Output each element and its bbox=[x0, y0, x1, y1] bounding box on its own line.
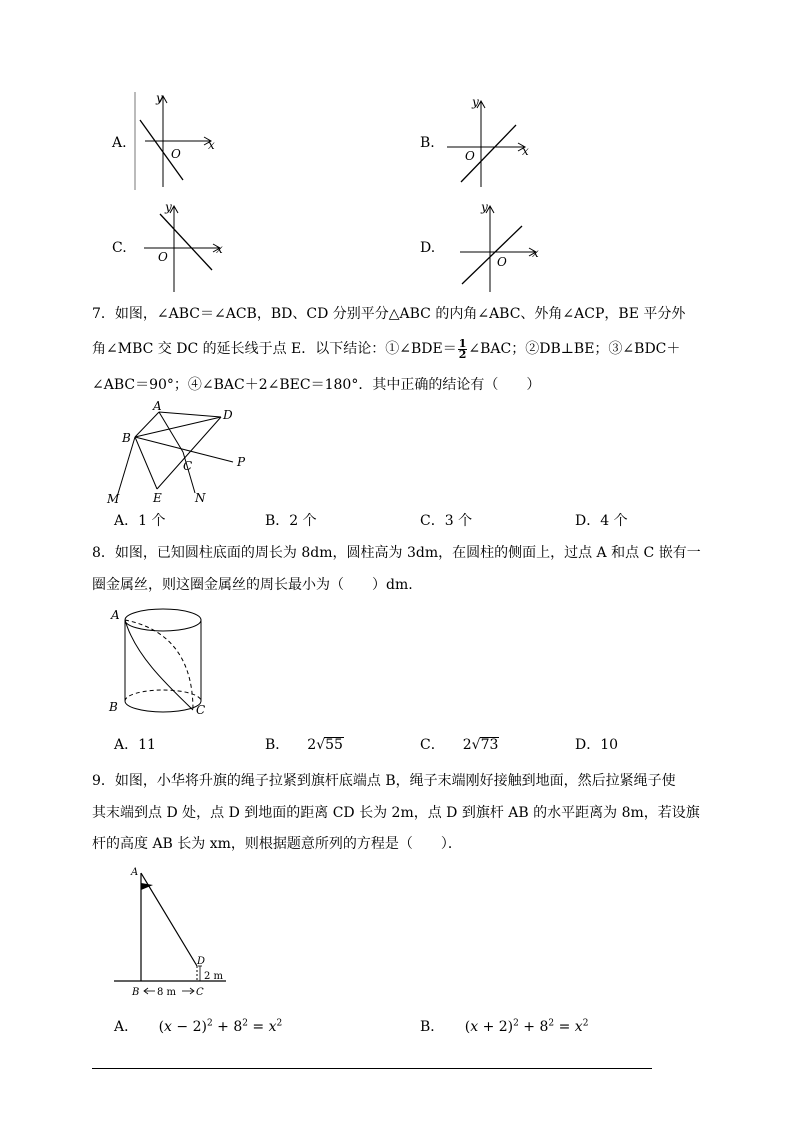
option-letter: D. bbox=[420, 240, 436, 256]
graph-c bbox=[142, 200, 232, 295]
fraction-one-half: $\frac{1}{2}$ bbox=[458, 336, 467, 361]
label-C: C bbox=[183, 459, 193, 473]
q7-choice-a[interactable]: A．1 个 bbox=[114, 513, 166, 529]
q8-choice-a[interactable]: A．11 bbox=[114, 737, 156, 753]
q7-choice-d[interactable]: D．4 个 bbox=[575, 513, 628, 529]
x-axis-label: x bbox=[522, 144, 529, 158]
question-8-line-1: 8．如图，已知圆柱底面的周长为 8dm，圆柱高为 3dm，在圆柱的侧面上，过点 A 和点 C 嵌有一 bbox=[92, 545, 701, 561]
label-D: D bbox=[197, 956, 206, 967]
question-7-line-2-a: 角∠MBC 交 DC 的延长线于点 E．以下结论：①∠BDE＝ bbox=[92, 341, 457, 357]
q9-choice-a[interactable]: A． $(x - 2)^2 + 8^2 = x^2$ bbox=[114, 1018, 283, 1035]
origin-label: O bbox=[171, 147, 181, 161]
q7-choice-c[interactable]: C．3 个 bbox=[420, 513, 473, 529]
label-N: N bbox=[195, 491, 206, 505]
y-axis-label: y bbox=[481, 200, 488, 214]
question-8-line-2: 圈金属丝，则这圈金属丝的周长最小为（ ）dm. bbox=[92, 577, 413, 593]
label-A: A bbox=[153, 399, 162, 413]
question-7-line-3: ∠ABC＝90°；④∠BAC＋2∠BEC＝180°．其中正确的结论有（ ） bbox=[92, 377, 541, 393]
label-B: B bbox=[109, 700, 118, 714]
label-D: D bbox=[223, 408, 233, 422]
q8-choice-c[interactable]: C． 2√73 bbox=[420, 737, 499, 753]
graph-d bbox=[458, 200, 548, 295]
label-B: B bbox=[132, 987, 140, 998]
question-9-line-1: 9．如图，小华将升旗的绳子拉紧到旗杆底端点 B，绳子末端刚好接触到地面，然后拉紧绳子使 bbox=[92, 773, 676, 789]
label-M: M bbox=[107, 492, 120, 506]
x-axis-label: x bbox=[532, 246, 539, 260]
question-7-line-2-b: ∠BAC；②DB⊥BE；③∠BDC＋ bbox=[468, 341, 681, 357]
option-letter: A. bbox=[112, 135, 127, 151]
q8-choice-d[interactable]: D．10 bbox=[575, 737, 619, 753]
label-E: E bbox=[153, 491, 162, 505]
label-C: C bbox=[196, 987, 204, 998]
graph-a bbox=[130, 92, 220, 192]
graph-b bbox=[445, 95, 535, 190]
y-axis-label: y bbox=[165, 200, 172, 214]
question-7-line-1: 7．如图，∠ABC＝∠ACB，BD、CD 分别平分△ABC 的内角∠ABC、外角∠ACP，BE 平分外 bbox=[92, 306, 686, 322]
flagpole-figure bbox=[112, 863, 232, 1003]
label-P: P bbox=[237, 455, 246, 469]
label-C: C bbox=[196, 703, 206, 717]
label-A: A bbox=[131, 867, 139, 878]
label-cd-length: 2 m bbox=[204, 971, 224, 982]
q7-figure bbox=[105, 400, 265, 508]
question-9-line-3: 杆的高度 AB 长为 xm，则根据题意所列的方程是（ ）． bbox=[92, 836, 462, 852]
question-7-line-2 bbox=[92, 338, 680, 360]
option-letter: C. bbox=[112, 240, 127, 256]
origin-label: O bbox=[497, 255, 507, 269]
question-9-line-2: 其末端到点 D 处，点 D 到地面的距离 CD 长为 2m，点 D 到旗杆 AB 的水平距离为 8m，若设旗 bbox=[92, 805, 700, 821]
origin-label: O bbox=[465, 149, 475, 163]
x-axis-label: x bbox=[208, 138, 215, 152]
label-bc-length: 8 m bbox=[157, 987, 177, 998]
option-letter: B. bbox=[420, 135, 435, 151]
label-B: B bbox=[122, 431, 131, 445]
y-axis-label: y bbox=[156, 91, 163, 105]
label-A: A bbox=[111, 608, 120, 622]
origin-label: O bbox=[158, 250, 168, 264]
footer-rule bbox=[92, 1068, 652, 1069]
y-axis-label: y bbox=[472, 95, 479, 109]
q9-choice-b[interactable]: B． $(x + 2)^2 + 8^2 = x^2$ bbox=[420, 1018, 589, 1035]
q8-choice-b[interactable]: B． 2√55 bbox=[265, 737, 343, 753]
cylinder-figure bbox=[105, 603, 215, 718]
q7-choice-b[interactable]: B．2 个 bbox=[265, 513, 317, 529]
x-axis-label: x bbox=[216, 242, 223, 256]
